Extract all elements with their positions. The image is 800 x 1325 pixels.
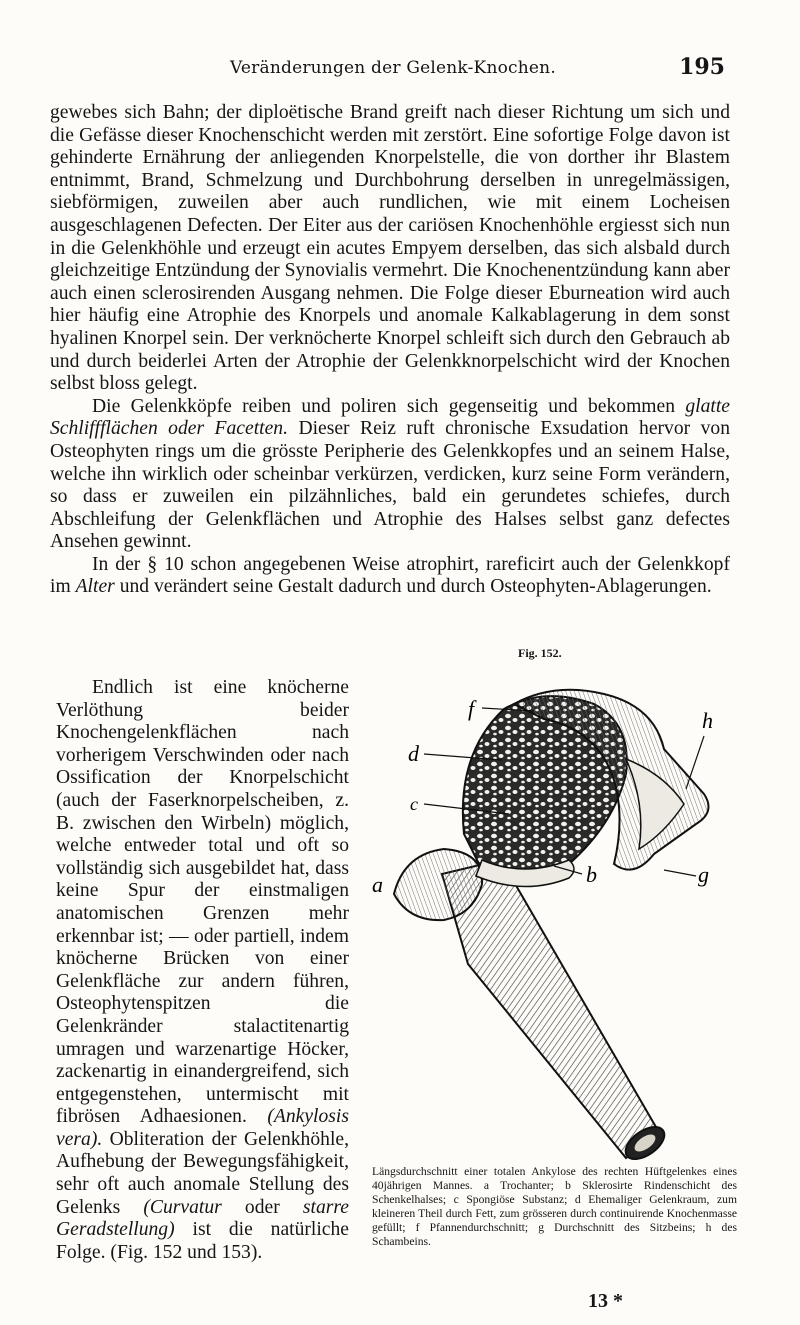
italic-phrase: Alter <box>75 576 115 598</box>
text-run: In der § 10 schon angegebenen Weise atrophirt, rareficirt auch der Gelenkkopf im <box>50 553 730 598</box>
figure-letter-a: a <box>372 872 383 897</box>
text-run: Dieser Reiz ruft chronische Exsudation hervor von Osteophyten rings um die grösste Peripherie des Gelenkkopfes und an seinem Halse, welche ihn wirklich oder scheinbar verkürzen, verdicken, kurz seine Form verändern, so dass er zuweilen ein pilzähnliches, bald ein gerundetes schiefes, durch Abschleifung der Gelenkflächen und Atrophie des Halses selbst ganz defectes Ansehen gewinnt. <box>50 418 730 553</box>
text-run: und verändert seine Gestalt dadurch und durch Osteophyten-Ablagerungen. <box>119 576 712 598</box>
text-run: oder <box>244 1196 280 1218</box>
figure-letter-b: b <box>586 862 597 887</box>
paragraph: gewebes sich Bahn; der diploëtische Brand greift nach dieser Richtung um sich und die Gefässe dieser Knochenschicht werden mit zerstört. Eine sofortige Folge davon ist gehinderte Ernährung der anliegenden Knorpelstelle, die von dorther ihr Blastem entnimmt, Brand, Schmelzung und Durchbohrung derselben in unregelmässigen, siebförmigen, zuweilen aber auch rundlichen, wie mit einem Locheisen ausgeschlagenen Defecten. Der Eiter aus der cariösen Knochenhöhle ergiesst sich nun in die Gelenkhöhle und erzeugt ein acutes Empyem derselben, das sich alsbald durch gleichzeitige Entzündung der Synovialis vermehrt. Die Knochenentzündung kann aber auch einen sclerosirenden Ausgang nehmen. Die Folge dieser Eburneation wird auch hier häufig eine Atrophie des Knorpels und anomale Kalkablagerung in dem sonst hyalinen Knorpel sein. Der verknöcherte Knorpel schleift sich durch den Gebrauch ab und durch beiderlei Arten der Atrophie der Gelenkknorpelschicht wird der Knochen selbst bloss gelegt. <box>50 102 730 395</box>
figure-letter-h: h <box>702 708 713 733</box>
figure-letter-g: g <box>698 862 709 887</box>
italic-phrase: glatte Schliffflächen oder Facetten. <box>50 395 730 440</box>
paragraph <box>50 554 730 599</box>
text-run: Die Gelenkköpfe reiben und poliren sich gegenseitig und bekommen <box>92 395 676 417</box>
running-head: Veränderungen der Gelenk-Knochen. <box>230 58 556 78</box>
figure-caption <box>372 1165 737 1249</box>
figure-letter-f: f <box>468 696 475 721</box>
italic-phrase: starre Geradstellung) <box>56 1196 349 1241</box>
side-column-text <box>56 677 349 1264</box>
text-run: Endlich ist eine knöcherne Verlöthung beider Knochengelenkflächen nach vorherigem Verschwinden oder nach Ossification der Knorpelschicht (auch der Faserknorpelscheiben, z. B. zwischen den Wirbeln) möglich, welche entweder total und oft so vollständig sich ausgebildet hat, dass keine Spur der einstmaligen anatomischen Grenzen mehr erkennbar ist; — oder partiell, indem knöcherne Brücken von einer Gelenkfläche zur andern führen, Osteophytenspitzen die Gelenkränder stalactitenartig umragen und warzenartige Höcker, zackenartig in einandergreifend, sich entgegenstehen, untermischt mit fibrösen Adhaesionen. <box>56 677 349 1128</box>
text-run: ist die natürliche Folge. (Fig. 152 und 153). <box>56 1219 349 1263</box>
figure-letter-c: c <box>410 794 418 814</box>
main-text <box>50 102 730 599</box>
page-number: 195 <box>679 54 725 80</box>
caption-text: Längsdurchschnitt einer totalen Ankylose des rechten Hüftgelenkes eines 40jährigen Mannes. a Trochanter; b Sklerosirte Rindenschicht des Schenkelhalses; c Spongiöse Substanz; d Ehemaliger Gelenkraum, zum kleineren Theil durch Fett, zum grösseren durch continuirende Knochenmasse gefüllt; f Pfannendurchschnitt; g Durchschnitt des Sitzbeins; h des Schambeins. <box>372 1165 737 1248</box>
femur-ankylosis-illustration <box>364 664 734 1164</box>
paragraph <box>50 396 730 554</box>
figure-label: Fig. 152. <box>518 646 562 660</box>
signature-mark: 13 * <box>588 1290 623 1312</box>
text-run: Obliteration der Gelenkhöhle, Aufhebung der Bewegungsfähigkeit, sehr oft auch anomale Stellung des Gelenks <box>56 1128 349 1218</box>
figure-letter-d: d <box>408 741 419 766</box>
italic-phrase: (Ankylosis vera). <box>56 1106 349 1150</box>
paragraph <box>56 677 349 1264</box>
italic-phrase: (Curvatur <box>143 1196 222 1218</box>
